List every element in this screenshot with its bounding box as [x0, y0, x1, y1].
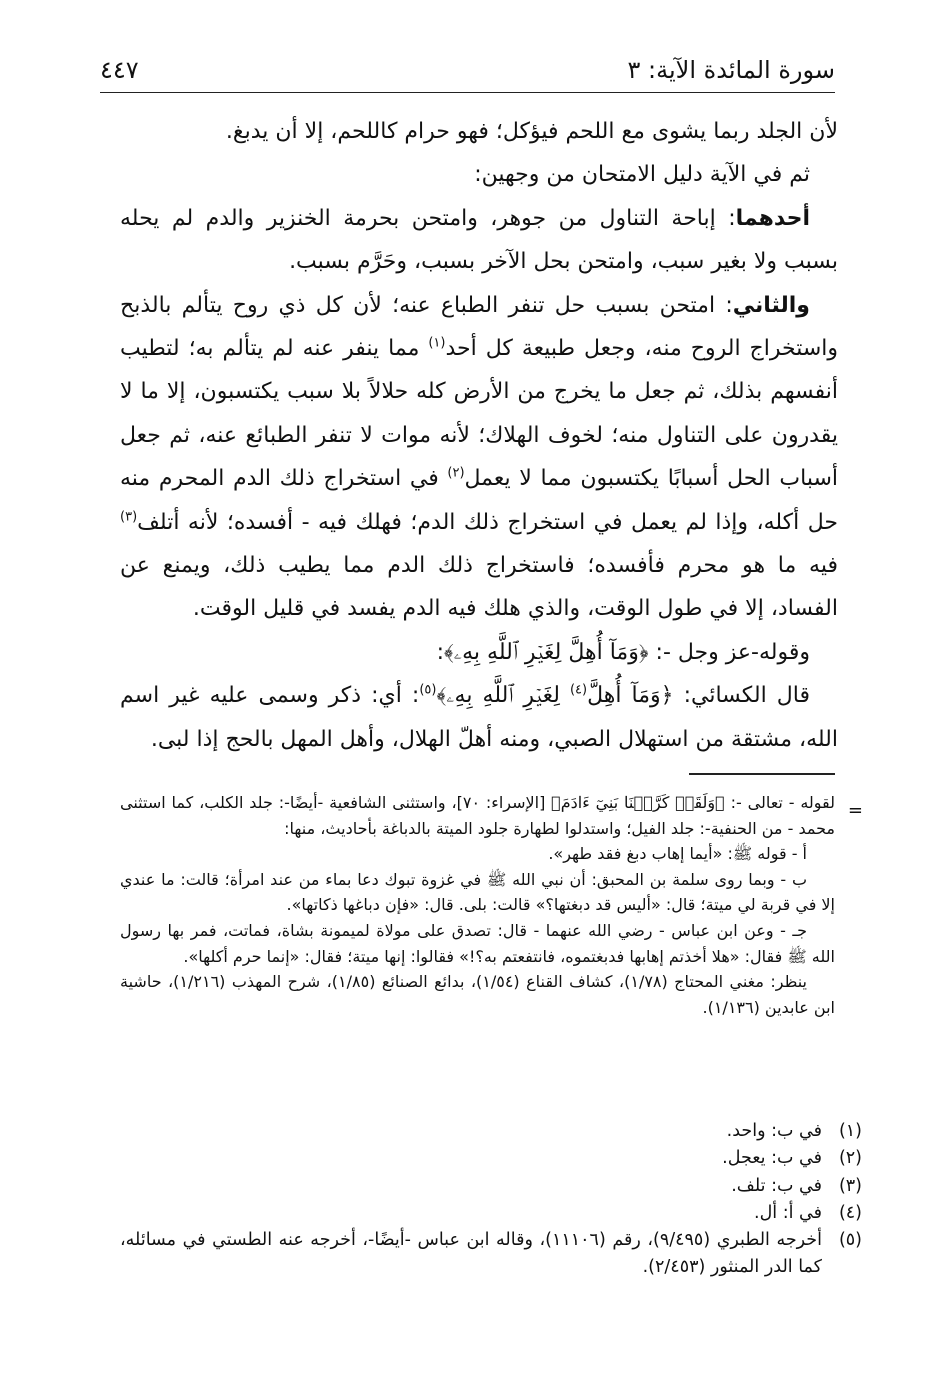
footnote-item: [120, 1173, 862, 1200]
hadith-item: جـ - وعن ابن عباس - رضي الله عنهما - قال: تصدق على مولاة لميمونة بشاة، فماتت، فمر بها رسول الله ﷺ فقال: «هلا أخذتم إهابها فدبغتموه، فانتفعتم به؟!» فقالوا: إنها ميتة؛ فقال: «إنما حرم أكلها».: [120, 920, 835, 966]
running-title: سورة المائدة الآية: ٣: [627, 56, 835, 84]
footnote-ref[interactable]: (١): [428, 335, 446, 351]
paragraph: ثم في الآية دليل الامتحان من وجهين:: [474, 162, 810, 188]
footnote-ref[interactable]: (٣): [120, 509, 138, 525]
hadith-item: ب - وبما روى سلمة بن المحبق: أن نبي الله ﷺ في غزوة تبوك دعا بماء من عند امرأة؛ قالت: ما عندي إلا في قربة لي ميتة؛ قال: «أليس قد دبغتها؟» قالت: بلى. قال: «فإن دباغها ذكاتها».: [120, 869, 835, 915]
footnote-text: أخرجه الطبري (٩/٤٩٥)، رقم (١١١٠٦)، وقاله ابن عباس -أيضًا-، أخرجه عنه الطستي في مسائله، كما الدر المنثور (٢/٤٥٣).: [120, 1230, 822, 1278]
footnote-item: [120, 1145, 862, 1172]
footnote-continuation: [120, 790, 863, 1020]
footnote-ref[interactable]: (٢): [447, 465, 465, 481]
footnotes-list: [120, 1118, 862, 1282]
paragraph: لأن الجلد ربما يشوى مع اللحم فيؤكل؛ فهو حرام كاللحم، إلا أن يدبغ.: [225, 119, 838, 144]
footnote-ref[interactable]: (٥): [419, 682, 437, 698]
paragraph: [120, 197, 838, 284]
paragraph-text: مما ينفر عنه لم يتألم به؛ لتطيب أنفسهم بذلك، ثم جعل ما يخرج من الأرض كله حلالاً بلا سبب يكتسبون، إلا ما لا يقدرون على التناول منه؛ لخوف الهلاك؛ لأنه موات لا تنفر الطبائع عنه، ثم جعل أسباب الحل أسبابًا يكتسبون مما لا يعمل: [120, 336, 839, 492]
footnote-text: لقوله - تعالى -:: [724, 793, 836, 812]
continuation-mark: =: [847, 800, 863, 821]
page-header: [100, 52, 835, 93]
quran-verse: ﴿وَلَقَدۡ كَرَّمۡنَا بَنِيٓ ءَادَمَ﴾: [551, 793, 725, 812]
quran-verse: لِغَيۡرِ ٱللَّهِ بِهِۦ﴾: [436, 683, 570, 709]
paragraph-text: : أي: ذكر وسمى عليه غير اسم الله، مشتقة من استهلال الصبي، ومنه أهلّ الهلال، وأهل المهل بالحج إذا لبى.: [120, 683, 838, 752]
term-label: أحدهما: [735, 205, 810, 231]
quran-verse: ﴿وَمَآ أُهِلَّ: [587, 683, 674, 709]
footnote-number: (٢): [838, 1148, 862, 1169]
paragraph-text: وقوله-عز وجل -:: [648, 639, 810, 665]
footnote-ref[interactable]: (٤): [569, 682, 588, 698]
hadith-item: أ - قوله ﷺ: «أيما إهاب دبغ فقد طهر».: [548, 844, 807, 864]
footnote-item: [120, 1227, 862, 1282]
paragraph-text: : امتحن بسبب حل تنفر الطباع عنه؛ لأن كل ذي روح يتألم بالذبح واستخراج الروح منه، وجعل طبيعة كل أحد: [120, 292, 838, 362]
footnote-number: (٥): [838, 1230, 862, 1251]
footnote-number: (٤): [838, 1202, 862, 1223]
paragraph-text: :: [436, 639, 445, 665]
paragraph-text: في استخراج ذلك الدم المحرم منه حل أكله، وإذا لم يعمل في استخراج ذلك الدم؛ فهلك فيه - أفسده؛ لأنه أتلف: [120, 466, 838, 535]
references: ينظر: مغني المحتاج (١/٧٨)، كشاف القناع (١/٥٤)، بدائع الصنائع (١/٨٥)، شرح المهذب (١/٢١٦)، حاشية ابن عابدين (١/١٣٦).: [120, 972, 835, 1017]
paragraph: [120, 631, 838, 674]
paragraph: [120, 284, 838, 631]
footnote-text: في ب: يعجل.: [722, 1148, 822, 1169]
main-text: [120, 110, 838, 761]
page-number: ٤٤٧: [100, 56, 139, 84]
paragraph-text: فيه ما هو محرم فأفسده؛ فاستخراج ذلك الدم مما يطيب ذلك، ويمنع عن الفساد، إلا في طول الوقت، والذي هلك فيه الدم يفسد في قليل الوقت.: [120, 553, 838, 622]
quran-verse: ﴿وَمَآ أُهِلَّ لِغَيۡرِ ٱللَّهِ بِهِۦ﴾: [444, 639, 649, 665]
footnote-text: في ب: واحد.: [726, 1121, 822, 1141]
footnote-item: [120, 1200, 862, 1227]
paragraph: [120, 674, 838, 761]
paragraph-text: قال الكسائي:: [673, 683, 811, 709]
footnote-paragraph: [120, 790, 835, 841]
footnote-number: (١): [838, 1121, 862, 1141]
footnote-text: في ب: تلف.: [731, 1175, 822, 1196]
paragraph-text: : إباحة التناول من جوهر، وامتحن بحرمة الخنزير والدم لم يحله بسبب ولا بغير سبب، وامتحن بحل الآخر بسبب، وحَرَّم بسبب.: [120, 205, 838, 275]
footnote-separator: [689, 773, 835, 775]
footnote-text: [الإسراء: ٧٠]، واستثنى الشافعية -أيضًا-: جلد الكلب، كما استثنى محمد - من الحنفية-: جلد الفيل؛ واستدلوا لطهارة جلود الميتة بالدباغة بأحاديث، منها:: [120, 793, 835, 838]
footnote-item: [120, 1118, 862, 1145]
footnote-number: (٣): [838, 1175, 862, 1196]
footnote-text: في أ: أل.: [754, 1202, 822, 1223]
term-label: والثاني: [732, 292, 810, 318]
